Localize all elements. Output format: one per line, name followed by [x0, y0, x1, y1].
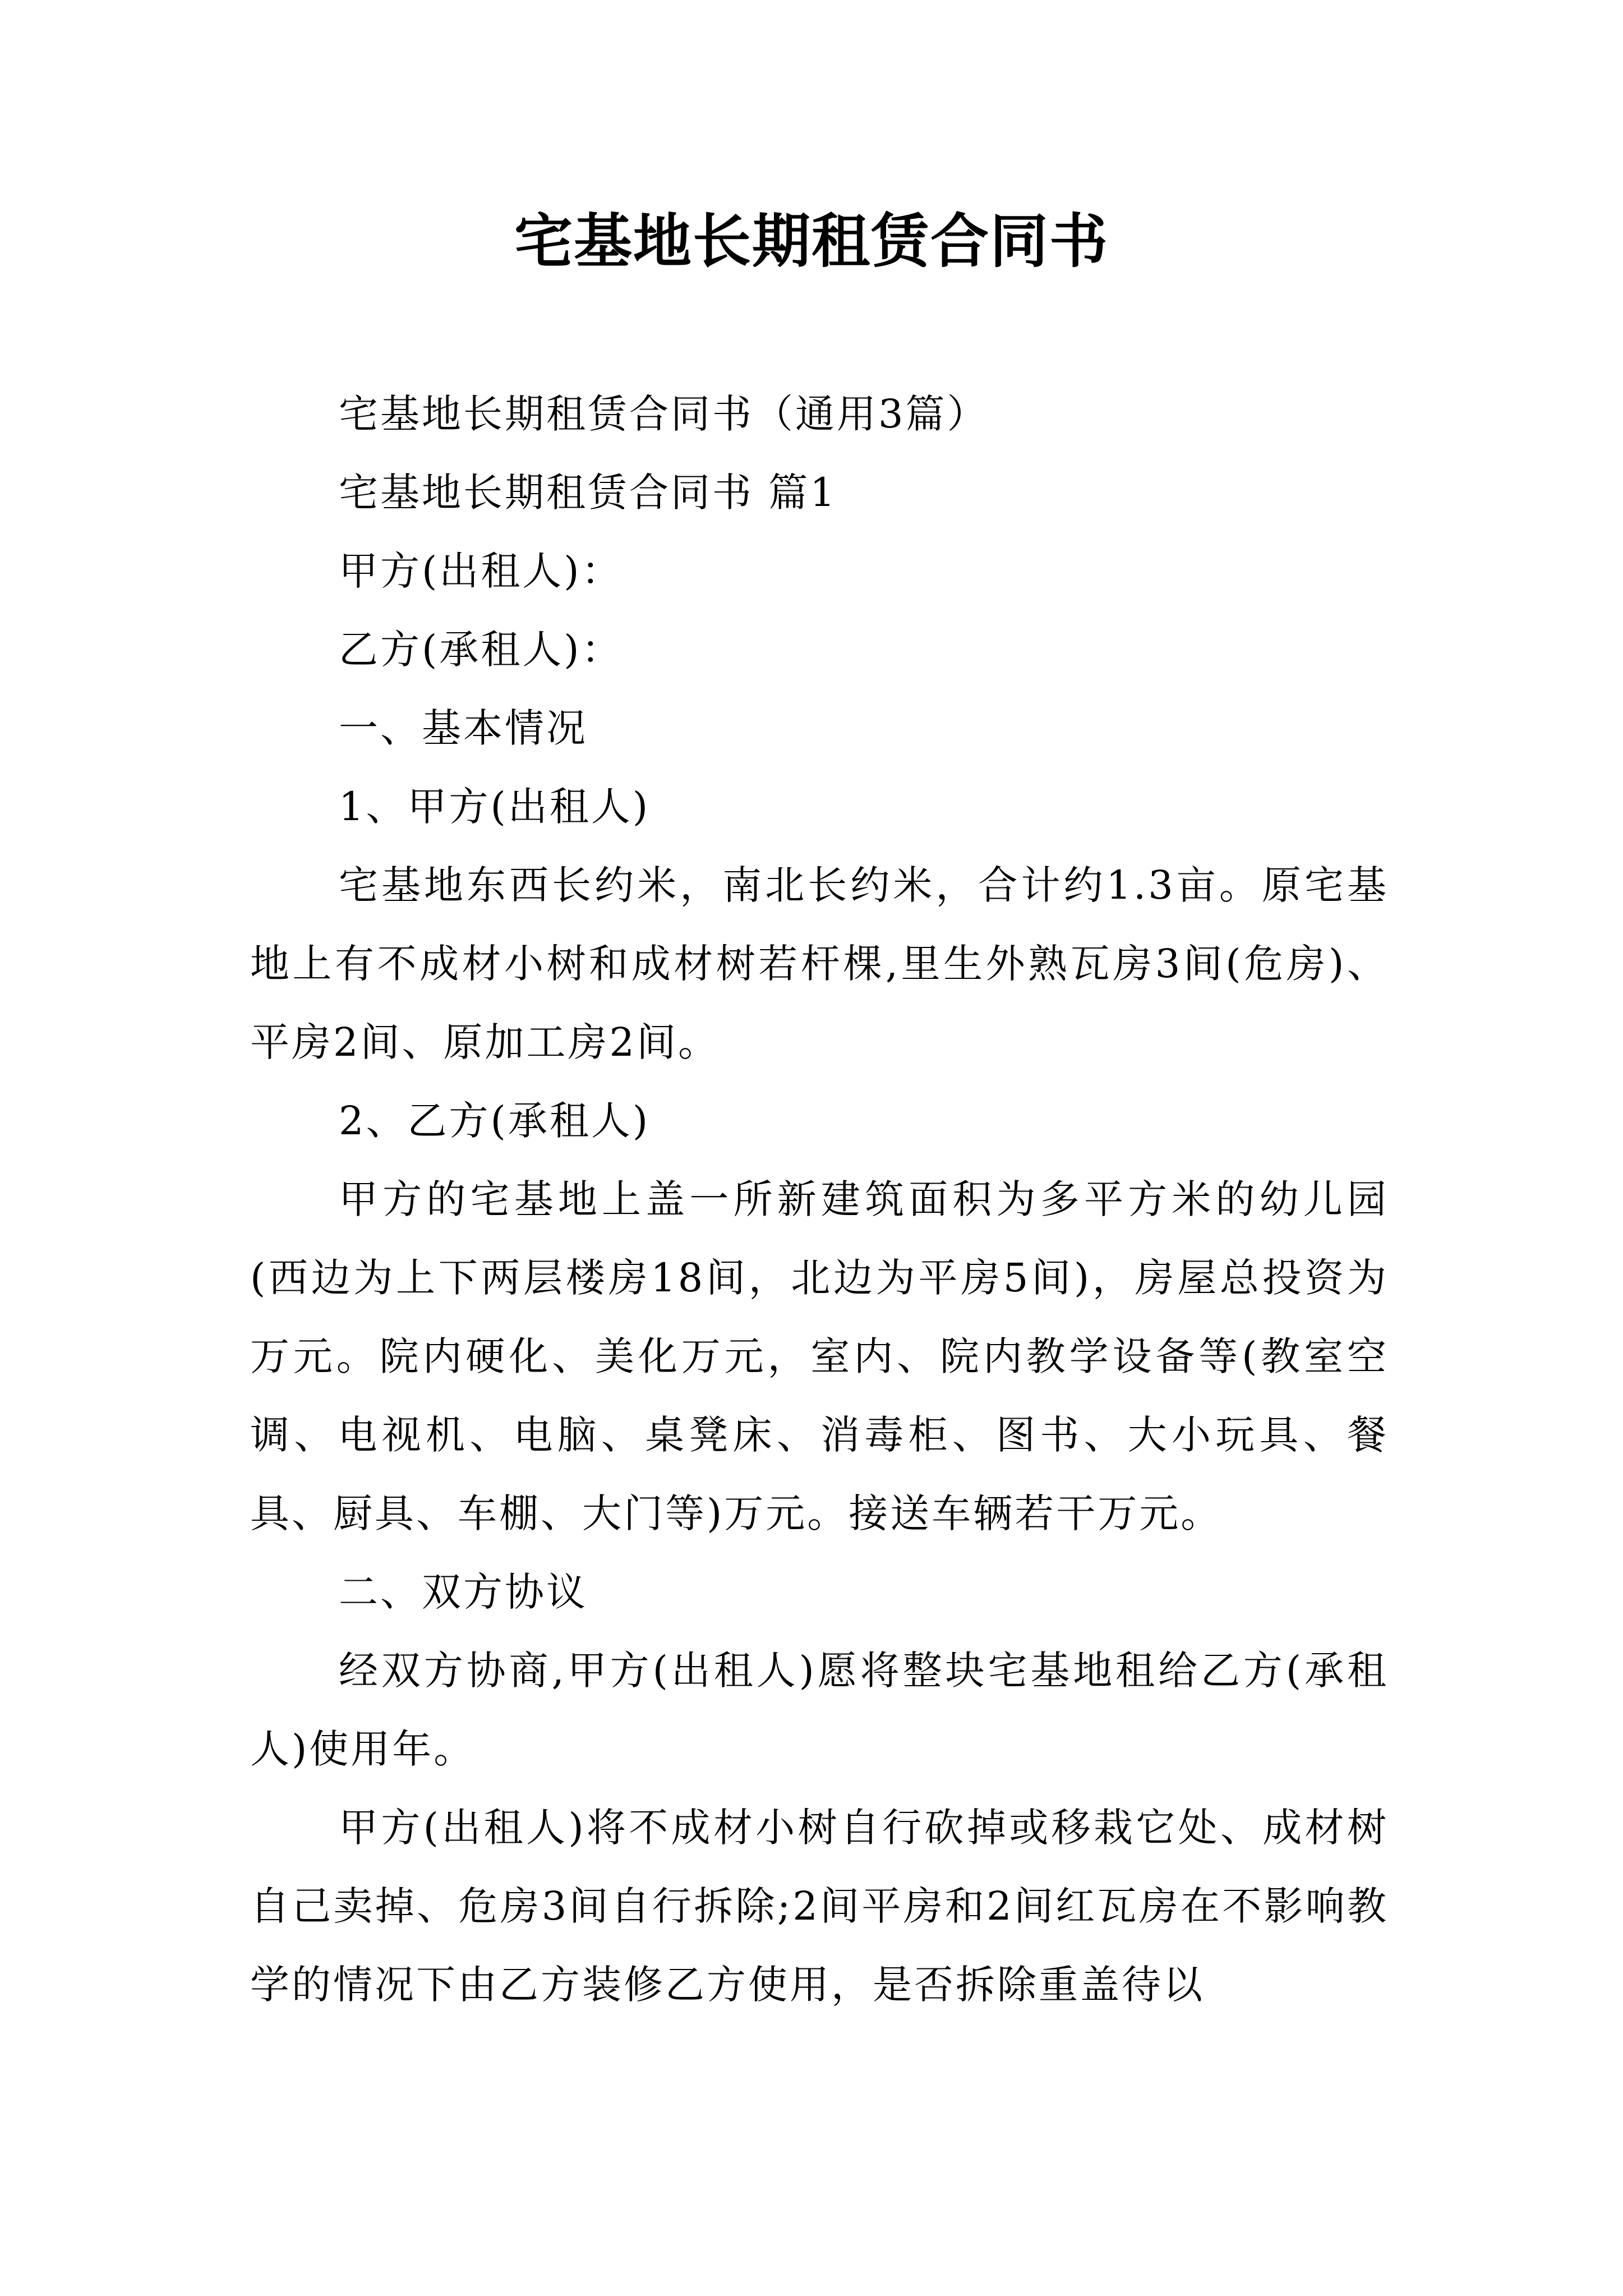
document-title: 宅基地长期租赁合同书	[514, 206, 1109, 275]
paragraph: 二、双方协议	[339, 1569, 588, 1615]
document-body	[250, 375, 1389, 2024]
paragraph: 甲方的宅基地上盖一所新建筑面积为多平方米的幼儿园(西边为上下两层楼房18间，北边为平房5间)，房屋总投资为万元。院内硬化、美化万元，室内、院内教学设备等(教室空调、电视机、电脑、桌凳床、消毒柜、图书、大小玩具、餐具、厨具、车棚、大门等)万元。接送车辆若干万元。	[250, 1176, 1389, 1536]
paragraph: 宅基地长期租赁合同书（通用3篇）	[339, 391, 989, 437]
paragraph: 甲方(出租人)将不成材小树自行砍掉或移栽它处、成材树自己卖掉、危房3间自行拆除;2间平房和2间红瓦房在不影响教学的情况下由乙方装修乙方使用，是否拆除重盖待以	[250, 1805, 1389, 2008]
paragraph: 宅基地长期租赁合同书 篇1	[339, 470, 837, 516]
paragraph: 乙方(承租人)：	[339, 627, 623, 673]
paragraph: 甲方(出租人)：	[339, 548, 623, 594]
paragraph: 经双方协商,甲方(出租人)愿将整块宅基地租给乙方(承租人)使用年。	[250, 1648, 1389, 1772]
paragraph: 一、基本情况	[339, 705, 588, 751]
paragraph: 1、甲方(出租人)	[339, 784, 651, 830]
paragraph: 宅基地东西长约米，南北长约米，合计约1.3亩。原宅基地上有不成材小树和成材树若杆棵,里生外熟瓦房3间(危房)、平房2间、原加工房2间。	[250, 862, 1389, 1065]
paragraph: 2、乙方(承租人)	[339, 1098, 651, 1144]
